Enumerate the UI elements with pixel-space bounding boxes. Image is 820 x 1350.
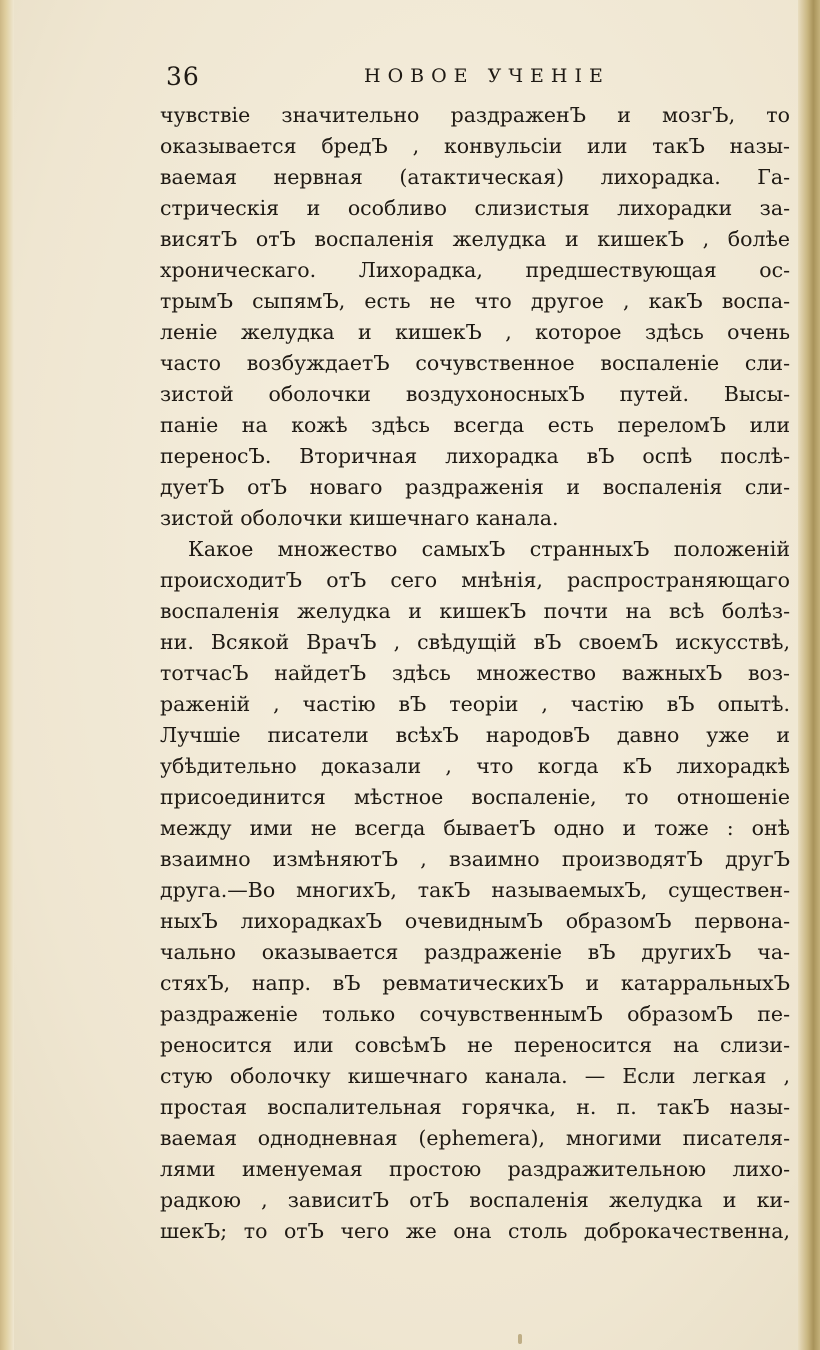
text-line: переносЪ. Вторичная лихорадка вЪ оспѣ послѣ- [160, 444, 790, 468]
text-line: ни. Всякой ВрачЪ , свѣдущій вЪ своемЪ искусствѣ, [160, 630, 790, 654]
text-line: между ими не всегда бываетЪ одно и тоже : онѣ [160, 816, 790, 840]
text-line: взаимно измѣняютЪ , взаимно производятЪ другЪ [160, 847, 790, 871]
text-line: Лучшіе писатели всѣхЪ народовЪ давно уже и [160, 723, 790, 747]
text-line: Какое множество самыхЪ странныхЪ положеній [188, 537, 790, 561]
text-line: чально оказывается раздраженіе вЪ другихЪ ча- [160, 940, 790, 964]
page-edge [798, 0, 820, 1350]
text-line: раженій , частію вЪ теоріи , частію вЪ опытѣ. [160, 692, 790, 716]
text-line: стую оболочку кишечнаго канала. — Если легкая , [160, 1064, 790, 1088]
text-line: стрическія и особливо слизистыя лихорадки за- [160, 196, 790, 220]
text-line: радкою , зависитЪ отЪ воспаленія желудка и ки- [160, 1188, 790, 1212]
running-title: НОВОЕ УЧЕНІЕ [364, 65, 610, 87]
text-line: зистой оболочки кишечнаго канала. [160, 506, 559, 530]
text-line: присоединится мѣстное воспаленіе, то отношеніе [160, 785, 790, 809]
text-line: реносится или совсѣмЪ не переносится на слизи- [160, 1033, 790, 1057]
text-line: друга.—Во многихЪ, такЪ называемыхЪ, существен- [160, 878, 790, 902]
text-line: шекЪ; то отЪ чего же она столь доброкачественна, [160, 1219, 790, 1243]
text-line: ваемая однодневная (ephemera), многими писателя- [160, 1126, 790, 1150]
text-line: простая воспалительная горячка, н. п. такЪ назы- [160, 1095, 790, 1119]
text-line: раздраженіе только сочувственнымЪ образомЪ пе- [160, 1002, 790, 1026]
text-line: ваемая нервная (атактическая) лихорадка. Га- [160, 165, 790, 189]
page-number: 36 [166, 62, 200, 91]
text-line: хроническаго. Лихорадка, предшествующая ос- [160, 258, 790, 282]
text-line: тотчасЪ найдетЪ здѣсь множество важныхЪ воз- [160, 661, 790, 685]
text-line: воспаленія желудка и кишекЪ почти на всѣ болѣз- [160, 599, 790, 623]
text-line: паніе на кожѣ здѣсь всегда есть переломЪ или [160, 413, 790, 437]
paragraph-2 [160, 534, 790, 1247]
text-line: леніе желудка и кишекЪ , которое здѣсь очень [160, 320, 790, 344]
page-header [160, 62, 800, 92]
text-line: оказывается бредЪ , конвульсіи или такЪ назы- [160, 134, 790, 158]
text-line: убѣдительно доказали , что когда кЪ лихорадкѣ [160, 754, 790, 778]
paragraph-1 [160, 100, 790, 534]
page-spine-shadow [0, 0, 14, 1350]
page-mark [518, 1334, 522, 1344]
text-line: ныхЪ лихорадкахЪ очевиднымЪ образомЪ первона- [160, 909, 790, 933]
text-line: зистой оболочки воздухоносныхЪ путей. Высы- [160, 382, 790, 406]
text-line: чувствіе значительно раздраженЪ и мозгЪ, то [160, 103, 790, 127]
text-line: часто возбуждаетЪ сочувственное воспаленіе сли- [160, 351, 790, 375]
text-line: трымЪ сыпямЪ, есть не что другое , какЪ воспа- [160, 289, 790, 313]
text-line: стяхЪ, напр. вЪ ревматическихЪ и катарральныхЪ [160, 971, 790, 995]
text-line: происходитЪ отЪ сего мнѣнія, распространяющаго [160, 568, 790, 592]
text-line: висятЪ отЪ воспаленія желудка и кишекЪ , болѣе [160, 227, 790, 251]
text-line: дуетЪ отЪ новаго раздраженія и воспаленія сли- [160, 475, 790, 499]
text-line: лями именуемая простою раздражительною лихо- [160, 1157, 790, 1181]
